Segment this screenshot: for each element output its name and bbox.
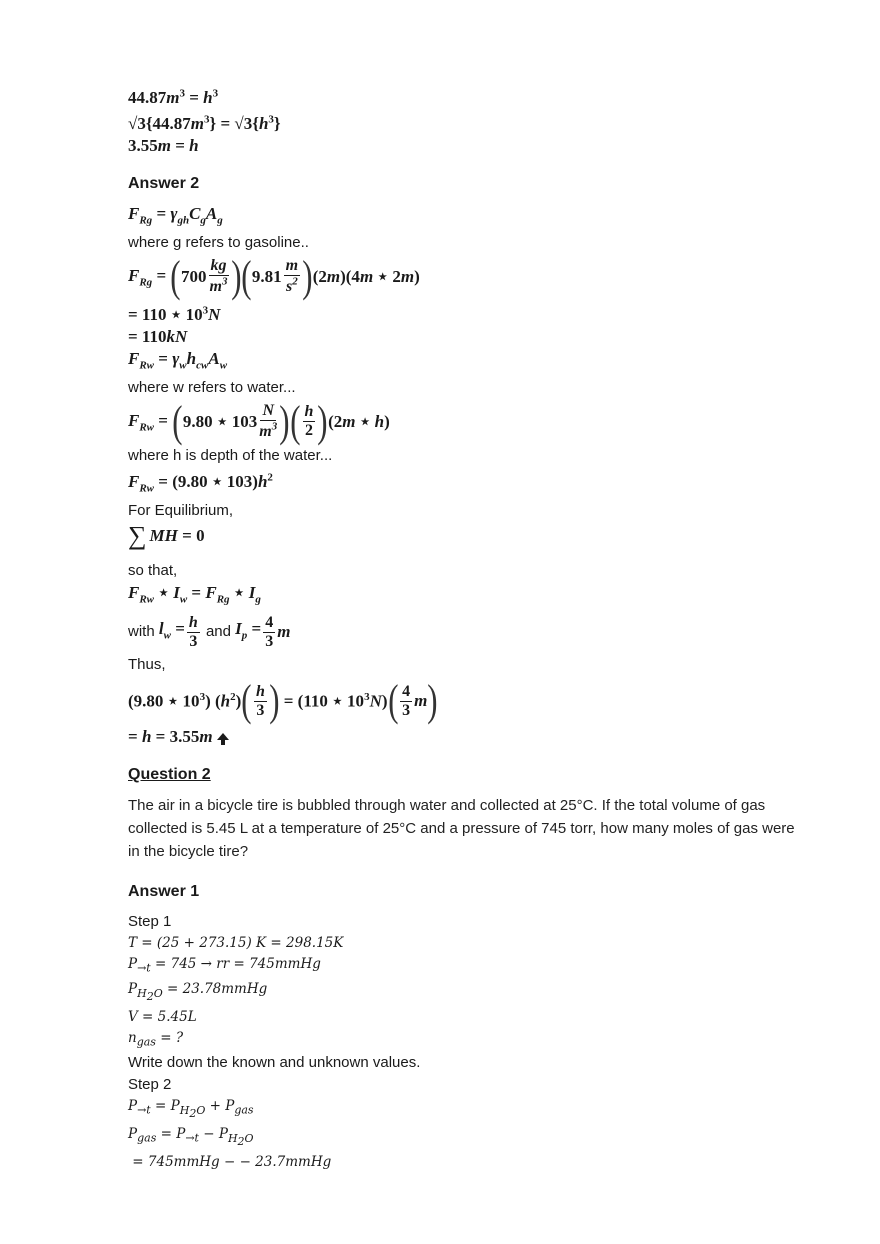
equation-gas-pressure-values: = 745mmHg − − 23.7mmHg	[128, 1154, 332, 1171]
and-word: and	[205, 623, 231, 641]
equation-height-result: 3.55m = h	[128, 136, 199, 156]
equation-solve-height: (9.80 ⋆ $10^3$) $(h^2)$ ( $\frac{h}{3}$ ) = (110 ⋆ $10^3N$) ( $\frac{4}{3}$ m )	[128, 676, 438, 726]
equation-frw-simplified: $F_{Rw} = (9.80$ ⋆ $103)h^2$	[128, 471, 273, 495]
equation-frg-values: $F_{Rg}$ = ( 700 $\frac{kg}{m^3}$ ) ( 9.81 $\frac{m}{s^2}$ ) (2m)(4m ⋆ 2m)	[128, 251, 420, 301]
answer-2-body	[128, 203, 808, 748]
top-equations	[128, 82, 808, 157]
note-equilibrium: For Equilibrium,	[128, 501, 234, 519]
equation-gas-pressure: $P_{gas} = P_{\to t} - P_{H_2O}$	[128, 1126, 254, 1149]
equation-lever-arms: with $l_w$ = $\frac{h}{3}$ and $I_p$ = $\frac{4}{3}$ m	[128, 613, 291, 650]
equation-dalton-law: $P_{\to t} = P_{H_2O} + P_{gas}$	[128, 1098, 254, 1121]
answer-1-heading: Answer 1	[128, 883, 200, 901]
equation-volume: $44.87m^3 = h^3$	[128, 87, 219, 107]
with-word: with	[128, 623, 155, 641]
equation-moment-sum: ∑ MH = 0	[128, 520, 205, 550]
note-depth: where h is depth of the water...	[128, 446, 333, 464]
equation-total-pressure: $P_{\to t} = 745$ → rr = 745mmHg	[128, 956, 321, 975]
equation-moles-unknown: $n_{gas}$ = ?	[128, 1029, 184, 1049]
equation-cube-root: $√3\{44.87m^3\} = √3\{h^3\}$	[128, 113, 281, 134]
step-2-label: Step 2	[128, 1076, 172, 1094]
equation-frg-newtons: = 110 ⋆ $10^3N$	[128, 304, 221, 325]
note-water: where w refers to water...	[128, 378, 296, 396]
equation-frw-values: $F_{Rw}$ = ( 9.80 ⋆ 103 $\frac{N}{m^3}$ ) ( $\frac{h}{2}$ ) (2m ⋆ h)	[128, 396, 390, 446]
equation-water-pressure: $P_{H_2O}$ = 23.78mmHg	[128, 980, 268, 1003]
equation-moment-balance: $F_{Rw}$ ⋆ $I_w = F_{Rg}$ ⋆ $I_g$	[128, 582, 261, 606]
equation-frg-definition: $F_{Rg} = \gamma_{gh}C_gA_g$	[128, 204, 223, 227]
equation-temperature: T = (25 + 273.15) K = 298.15K	[128, 935, 344, 952]
equation-frw-definition: $F_{Rw} = \gamma_wh_{cw}A_w$	[128, 349, 228, 372]
note-known-values: Write down the known and unknown values.	[128, 1054, 421, 1072]
answer-2-heading: Answer 2	[128, 175, 200, 193]
equation-final-height: = h = 3.55m	[128, 726, 808, 748]
question-2-heading: Question 2	[128, 766, 211, 784]
equation-frg-kilonewtons: = 110kN	[128, 327, 188, 347]
note-gasoline: where g refers to gasoline..	[128, 233, 309, 251]
step-1-label: Step 1	[128, 913, 172, 931]
question-2-text: The air in a bicycle tire is bubbled through water and collected at 25°C. If the total volume of gas collected is 5.45 L at a temperature of 25°C and a pressure of 745 torr, how many moles of gas were in the bicycle tire?	[128, 797, 795, 861]
answer-1-body	[128, 911, 808, 1173]
document-page	[128, 82, 808, 1173]
note-thus: Thus,	[128, 656, 166, 674]
equation-volume-gas: V = 5.45L	[128, 1008, 197, 1025]
note-so-that: so that,	[128, 561, 178, 579]
up-arrow-icon	[217, 733, 229, 740]
sigma-symbol: ∑	[128, 520, 147, 550]
